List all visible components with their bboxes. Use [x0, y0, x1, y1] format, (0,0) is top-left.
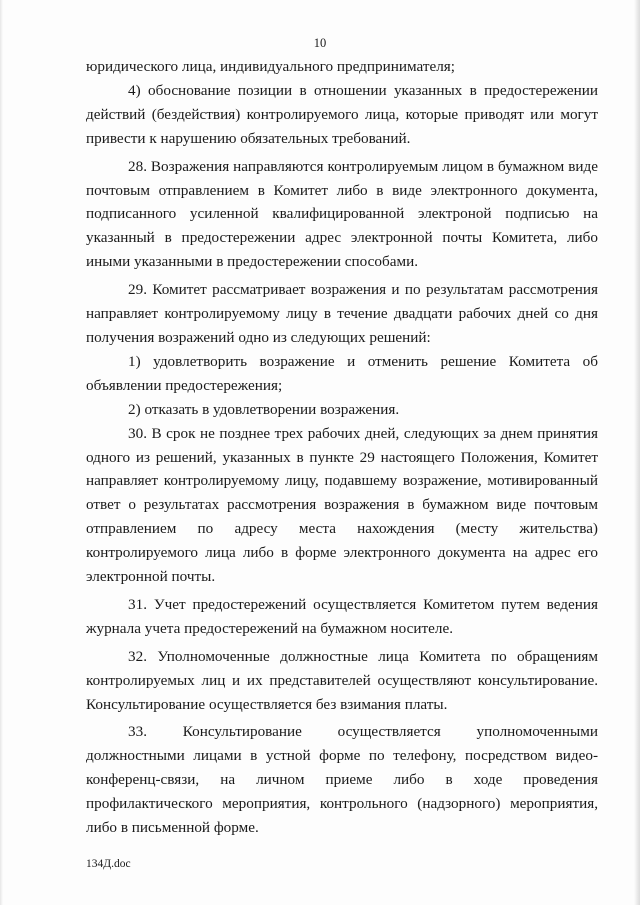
paragraph-continuation: юридического лица, индивидуального предпринимателя;	[86, 58, 456, 75]
footer-file-name: 134Д.doc	[86, 858, 131, 870]
scan-edge-left	[0, 0, 3, 905]
paragraph-32: 32. Уполномоченные должностные лица Комитета по обращениям контролируемых лиц и их представителей осуществляют консультирование. Консультирование осуществляется без взимания платы.	[86, 647, 598, 713]
document-body	[86, 55, 598, 840]
paragraph-31: 31. Учет предостережений осуществляется Комитетом путем ведения журнала учета предостережений на бумажном носителе.	[86, 595, 598, 637]
paragraph-29: 29. Комитет рассматривает возражения и по результатам рассмотрения направляет контролируемому лицу в течение двадцати рабочих дней со дня получения возражений одно из следующих решений:	[86, 281, 598, 346]
paragraph-30: 30. В срок не позднее трех рабочих дней, следующих за днем принятия одного из решений, указанных в пункте 29 настоящего Положения, Комитет направляет контролируемому лицу, подавшему возражение, мотивированный ответ о результатах рассмотрения возражения в бумажном виде почтовым отправлением по адресу места нахождения (месту жительства) контролируемого лица либо в форме электронного документа на адрес его электронной почты.	[86, 424, 598, 586]
paragraph-28: 28. Возражения направляются контролируемым лицом в бумажном виде почтовым отправлением в Комитет либо в виде электронного документа, подписанного усиленной квалифицированной электроной подписью на указанный в предостережении адрес электронной почты Комитета, либо иными указанными в предостережении способами.	[86, 157, 598, 271]
paragraph-item-4: 4) обоснование позиции в отношении указанных в предостережении действий (бездействия) контролируемого лица, которые приводят или могут привести к нарушению обязательных требований.	[86, 81, 598, 147]
paragraph-29-item-1: 1) удовлетворить возражение и отменить решение Комитета об объявлении предостережения;	[86, 352, 598, 394]
paragraph-29-item-2: 2) отказать в удовлетворении возражения.	[128, 400, 400, 418]
page-number: 10	[313, 36, 327, 50]
paragraph-33: 33. Консультирование осуществляется уполномоченными должностными лицами в устной форме по телефону, посредством видео-конференц-связи, на личном приеме либо в ходе проведения профилактического мероприятия, контрольного (надзорного) мероприятия, либо в письменной форме.	[86, 723, 598, 837]
scan-edge-right	[634, 0, 640, 905]
